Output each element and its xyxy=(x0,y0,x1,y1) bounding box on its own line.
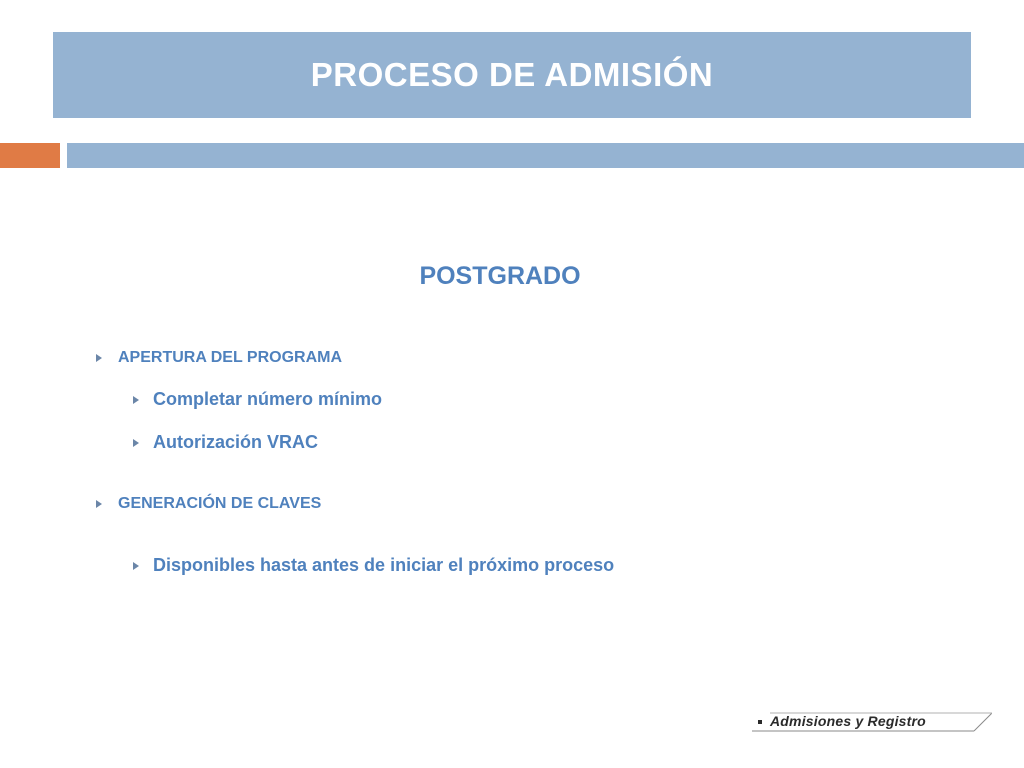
footer-logo-text: Admisiones y Registro xyxy=(770,713,926,729)
arrow-bullet-icon xyxy=(96,354,102,362)
slide-title: PROCESO DE ADMISIÓN xyxy=(310,56,714,93)
slide-subtitle: POSTGRADO xyxy=(419,262,581,290)
bullet-disponibles xyxy=(133,555,614,576)
bullet-text: Disponibles hasta antes de iniciar el próximo proceso xyxy=(153,555,615,575)
arrow-bullet-icon xyxy=(133,396,139,404)
bullet-text: Completar número mínimo xyxy=(153,389,383,409)
footer-logo xyxy=(752,712,992,732)
title-banner xyxy=(53,32,971,118)
accent-bar-blue xyxy=(67,143,1024,168)
bullet-apertura xyxy=(96,349,342,367)
bullet-generacion xyxy=(96,495,321,513)
bullet-text: GENERACIÓN DE CLAVES xyxy=(118,495,322,512)
arrow-bullet-icon xyxy=(96,500,102,508)
bullet-completar xyxy=(133,389,382,410)
bullet-text: Autorización VRAC xyxy=(153,432,319,452)
bullet-autorizacion xyxy=(133,432,318,453)
arrow-bullet-icon xyxy=(133,439,139,447)
bullet-text: APERTURA DEL PROGRAMA xyxy=(118,349,343,366)
arrow-bullet-icon xyxy=(133,562,139,570)
accent-bar-orange xyxy=(0,143,60,168)
